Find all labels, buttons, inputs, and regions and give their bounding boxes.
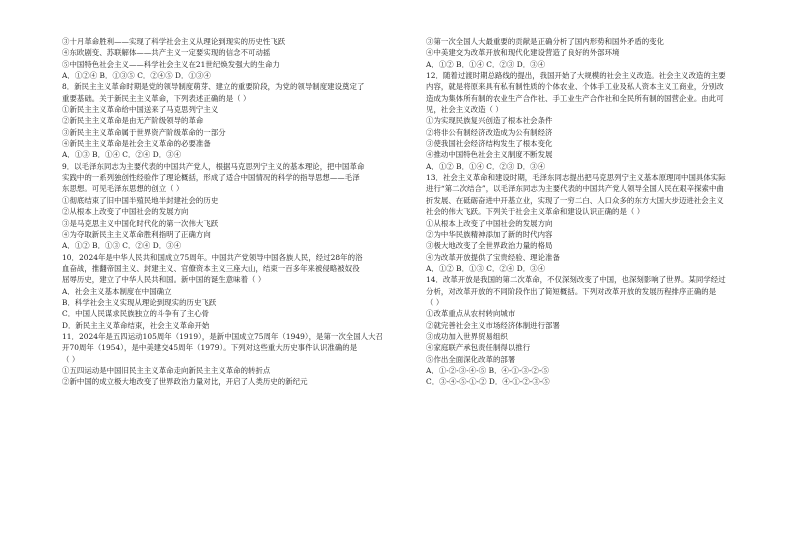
answer-options: A．①③ B．①④ C．②④ D．③④ bbox=[62, 150, 182, 160]
text-line: ③第一次全国人大最重要的贡献是正确分析了国内形势和国外矛盾的变化 bbox=[426, 37, 665, 46]
text-line: ①五四运动是中国旧民主主义革命走向新民主主义革命的转折点 bbox=[62, 365, 271, 375]
question-13-stem: 进行“第二次结合”，以毛泽东同志为主要代表的中国共产党人领导全国人民在艰辛探索中曲 bbox=[426, 184, 724, 194]
question-8-stem: 重要基础。关于新民主主义革命，下列表述正确的是（ ） bbox=[62, 93, 251, 103]
question-14-stem: （ ） bbox=[426, 297, 444, 307]
question-14-stem: 分析，对改革开放的不同阶段作出了简短概括。下列对改革开放的发展历程排序正确的是 bbox=[426, 286, 717, 296]
question-12-stem: 12．随着过渡时期总路线的提出，我国开始了大规模的社会主义改造。社会主义改造的主要 bbox=[426, 71, 726, 81]
question-9-stem: 东思想。可见毛泽东思想的创立（ ） bbox=[62, 184, 184, 194]
text-line: ③是马克思主义中国化时代化的第一次伟大飞跃 bbox=[62, 218, 219, 228]
text-line: ①从根本上改变了中国社会的发展方向 bbox=[426, 218, 553, 228]
text-line: ①新民主主义革命给中国送来了马克思列宁主义 bbox=[62, 105, 219, 115]
question-10-stem: 10．2024年是中华人民共和国成立75周年。中国共产党领导中国各族人民，经过28年的浴 bbox=[62, 252, 363, 262]
text-line: ④为夺取新民主主义革命胜利指明了正确方向 bbox=[62, 229, 211, 239]
question-11-stem: （ ） bbox=[62, 354, 80, 364]
text-line: ①彻底结束了旧中国半殖民地半封建社会的历史 bbox=[62, 195, 219, 205]
question-14-stem: 14．改革开放是我国的第二次革命，不仅深刻改变了中国，也深刻影响了世界。某同学经过 bbox=[426, 275, 726, 285]
question-12-stem: 见，社会主义改造（ ） bbox=[426, 105, 503, 115]
question-13-stem: 13．社会主义革命和建设时期，毛泽东同志提出把马克思列宁主义基本原理同中国具体实际 bbox=[426, 173, 726, 183]
text-line: ①改革重点从农村转向城市 bbox=[426, 309, 516, 319]
question-12-stem: 造成为集体所有制的农业生产合作社、手工业生产合作社和全民所有制的国营企业。由此可 bbox=[426, 93, 724, 103]
text-line: ③成功加入世界贸易组织 bbox=[426, 331, 508, 341]
text-line: ④为改革开放提供了宝贵经验、理论准备 bbox=[426, 252, 560, 262]
question-10-stem: 屈辱历史，建立了中华人民共和国。新中国的诞生意味着（ ） bbox=[62, 275, 266, 285]
text-line: D．新民主主义革命结束，社会主义革命开始 bbox=[62, 320, 210, 330]
text-line: ⑤中国特色社会主义——科学社会主义在21世纪焕发强大的生命力 bbox=[62, 59, 280, 69]
text-line: ②从根本上改变了中国社会的发展方向 bbox=[62, 207, 189, 217]
answer-options: A．①② B．①④ C．②③ D．③④ bbox=[426, 161, 546, 171]
text-line: ③新民主主义革命属于世界资产阶级革命的一部分 bbox=[62, 127, 226, 137]
question-11-stem: 11．2024年是五四运动105周年（1919），是新中国成立75周年（1949），是第一次全国人大召 bbox=[62, 331, 383, 341]
answer-options: A．①-②-③-④-⑤ B．④-①-③-②-⑤ bbox=[426, 365, 549, 375]
answer-options: A．①② B．①③ C．②④ D．③④ bbox=[62, 241, 182, 251]
text-line: A．社会主义基本制度在中国确立 bbox=[62, 286, 172, 296]
text-line: ①为实现民族复兴创造了根本社会条件 bbox=[426, 116, 553, 126]
question-10-stem: 血奋战，推翻帝国主义、封建主义、官僚资本主义三座大山，结束一百多年来被侵略被奴役 bbox=[62, 263, 360, 273]
question-12-stem: 内容，就是将原来具有私有制性质的个体农业、个体手工业及私人资本主义工商业，分别改 bbox=[426, 82, 724, 92]
answer-options: A．①②④ B．①③⑤ C．②④⑤ D．①③④ bbox=[62, 71, 211, 81]
text-line: ④家庭联产承包责任制得以推行 bbox=[426, 343, 531, 353]
text-line: B．科学社会主义实现从理论到现实的历史飞跃 bbox=[62, 297, 217, 307]
question-8-stem: 8．新民主主义革命时期是党的领导制度萌芽、建立的重要阶段，为党的领导制度建设奠定了 bbox=[62, 82, 365, 92]
question-13-stem: 社会的伟大飞跃。下列关于社会主义革命和建设认识正确的是（ ） bbox=[426, 207, 645, 217]
text-line: C．中国人民谋求民族独立的斗争有了主心骨 bbox=[62, 309, 210, 319]
text-line: ②新中国的成立极大地改变了世界政治力量对比，开启了人类历史的新纪元 bbox=[62, 377, 308, 387]
text-line: ③十月革命胜利——实现了科学社会主义从理论到现实的历史性飞跃 bbox=[62, 37, 286, 46]
question-9-stem: 实践中的一系列独创性经验作了理论概括，形成了适合中国情况的科学的指导思想——毛泽 bbox=[62, 173, 360, 183]
text-line: ③极大地改变了全世界政治力量的格局 bbox=[426, 241, 553, 251]
text-line: ④新民主主义革命是社会主义革命的必要准备 bbox=[62, 139, 211, 149]
text-line: ②为中华民族精神添加了新的时代内容 bbox=[426, 229, 553, 239]
answer-options: A．①② B．①④ C．②③ D．③④ bbox=[426, 59, 546, 69]
text-line: ⑤作出全面深化改革的部署 bbox=[426, 354, 516, 364]
text-line: ④中美建交为改革开放和现代化建设营造了良好的外部环境 bbox=[426, 48, 620, 58]
text-line: ④东欧剧变、苏联解体——共产主义一定要实现的信念不可动摇 bbox=[62, 48, 271, 58]
text-line: ②新民主主义革命是由无产阶级领导的革命 bbox=[62, 116, 204, 126]
answer-options: C．③-④-⑤-①-② D．④-①-②-③-⑤ bbox=[426, 377, 550, 387]
left-column bbox=[62, 36, 402, 388]
right-column bbox=[426, 36, 766, 388]
question-13-stem: 折发展、在砥砺奋进中开基立业，实现了一穷二白、人口众多的东方大国大步迈进社会主义 bbox=[426, 195, 724, 205]
question-9-stem: 9．以毛泽东同志为主要代表的中国共产党人，根据马克思列宁主义的基本理论，把中国革命 bbox=[62, 161, 365, 171]
text-line: ②就完善社会主义市场经济体制进行部署 bbox=[426, 320, 560, 330]
answer-options: A．①② B．①③ C．②④ D．③④ bbox=[426, 263, 546, 273]
text-line: ②将非公有制经济改造成为公有制经济 bbox=[426, 127, 553, 137]
question-11-stem: 开70周年（1954），是中美建交45周年（1979）。下列对这些重大历史事件认识准确的是 bbox=[62, 343, 358, 353]
text-line: ④推动中国特色社会主义制度不断发展 bbox=[426, 150, 553, 160]
text-line: ③使我国社会经济结构发生了根本变化 bbox=[426, 139, 553, 149]
